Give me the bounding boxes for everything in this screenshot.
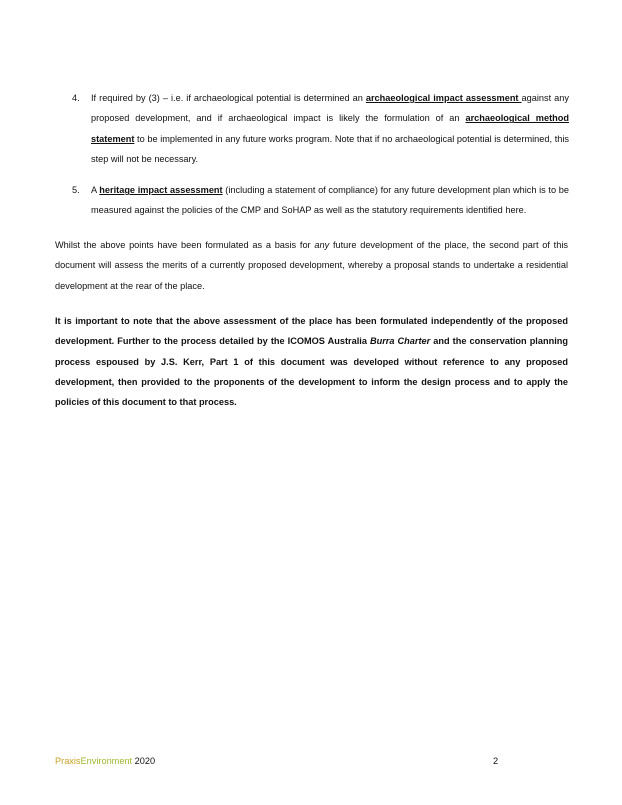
list-item-4 — [72, 88, 569, 169]
archaeological-impact-assessment-term: archaeological impact assessment — [365, 93, 522, 103]
heritage-impact-assessment-term: heritage impact assessment — [99, 185, 223, 195]
list-item-text: If required by (3) – i.e. if archaeological potential is determined an archaeological impact assessment against any proposed development, and if archaeological impact is likely the formulation of an archaeological method statement to be implemented in any future works program. Note that if no archaeological potential is determined, this step will not be necessary. — [91, 93, 570, 164]
list-item-text: A heritage impact assessment (including a statement of compliance) for any future development plan which is to be measured against the policies of the CMP and SoHAP as well as the statutory requirements identified here. — [91, 185, 569, 216]
list-item-5 — [72, 180, 569, 221]
brand-environment: Environment — [80, 756, 133, 766]
list-item-number: 5. — [72, 185, 80, 195]
brand-praxis: Praxis — [55, 756, 81, 766]
paragraph-development-overview: Whilst the above points have been formulated as a basis for any future development of the place, the second part of this document will assess the merits of a currently proposed development, whereby a proposal stands to undertake a residential development at the rear of the place. — [55, 240, 568, 291]
footer-brand — [55, 754, 155, 768]
footer-year: 2020 — [132, 756, 156, 766]
burra-charter-title: Burra Charter — [369, 336, 431, 347]
emphasis-any: any — [314, 240, 330, 250]
paragraph-independence-note: It is important to note that the above assessment of the place has been formulated independently of the proposed development. Further to the process detailed by the ICOMOS Australia Burra Charter and the conservation planning process espoused by J.S. Kerr, Part 1 of this document was developed without reference to any proposed development, then provided to the proponents of the development to inform the design process and to apply the policies of this document to that process. — [55, 316, 568, 408]
page-number: 2 — [493, 756, 499, 766]
list-item-number: 4. — [72, 93, 80, 103]
archaeological-method-statement-term: archaeological method statement — [91, 113, 569, 144]
